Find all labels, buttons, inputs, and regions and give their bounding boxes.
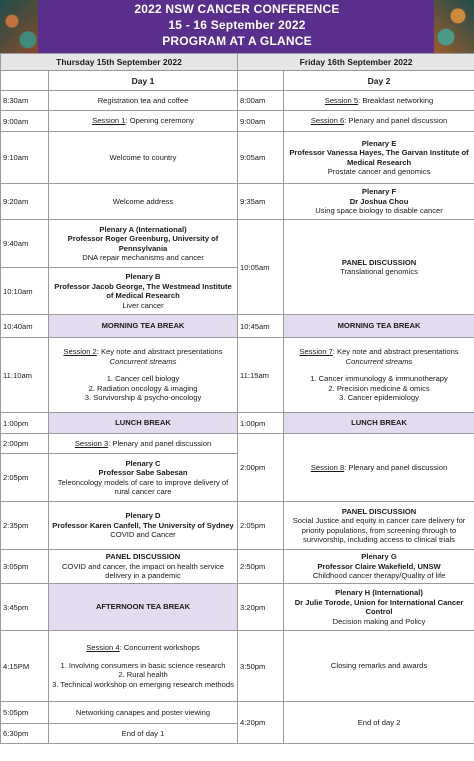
session-line: [51, 347, 235, 357]
spacer: [51, 366, 235, 374]
time-cell: 3:45pm: [1, 584, 49, 631]
time-cell: 10:40am: [1, 315, 49, 338]
time-cell: 2:00pm: [238, 434, 284, 502]
empty-cell: [1, 71, 49, 91]
event-cell: [284, 338, 474, 413]
event-cell: Welcome address: [49, 184, 238, 220]
date-header-row: [1, 54, 474, 71]
table-row: [1, 315, 474, 338]
spacer: [286, 366, 472, 374]
plenary-title: Plenary C: [125, 458, 161, 468]
panel-title: PANEL DISCUSSION: [341, 506, 417, 516]
event-cell: [49, 268, 238, 315]
plenary-topic: Childhood cancer therapy/Quality of life: [312, 571, 446, 581]
event-cell: Registration tea and coffee: [49, 91, 238, 111]
event-cell: [49, 502, 238, 550]
time-cell: 2:05pm: [238, 502, 284, 550]
table-row: [1, 702, 474, 724]
table-row: [1, 584, 474, 631]
plenary-title: Plenary H (International): [335, 588, 423, 597]
time-cell: 10:05am: [238, 220, 284, 315]
session-label: Session 4: [86, 643, 120, 652]
event-cell: [49, 454, 238, 502]
plenary-topic: Decision making and Policy: [332, 616, 426, 626]
plenary-speaker: Professor Karen Canfell, The University of Sydney: [52, 520, 234, 530]
session-text: : Plenary and panel discussion: [344, 462, 448, 472]
event-cell: [284, 550, 474, 584]
empty-cell: [238, 71, 284, 91]
plenary-title: Plenary F: [361, 187, 397, 197]
session-label: Session 8: [310, 462, 345, 472]
time-cell: 9:40am: [1, 220, 49, 268]
morning-tea-break: MORNING TEA BREAK: [49, 315, 238, 338]
plenary-topic: COVID and Cancer: [110, 530, 176, 540]
time-cell: 5:05pm: [1, 702, 49, 724]
plenary-title: Plenary B: [125, 272, 161, 281]
plenary-speaker: Professor Vanessa Hayes, The Garvan Institute of Medical Research: [289, 148, 469, 167]
session-text: : Concurrent workshops: [119, 643, 200, 652]
conference-title: 2022 NSW CANCER CONFERENCE: [134, 2, 340, 16]
table-row: [1, 338, 474, 413]
session-subtitle: Concurrent streams: [345, 356, 413, 366]
event-cell: [284, 111, 474, 132]
day1-label: Day 1: [49, 71, 238, 91]
time-cell: 1:00pm: [1, 413, 49, 434]
panel-topic: Social Justice and equity in cancer care delivery for priority populations, from screening through to survivorship, including access to clinical trials: [292, 516, 466, 544]
plenary-speaker: Professor Roger Greenburg, University of Pennsylvania: [67, 234, 219, 253]
session-subtitle: Concurrent streams: [109, 356, 177, 366]
workshop-item: 2. Rural health: [118, 670, 168, 679]
session-line: [51, 643, 235, 653]
time-cell: 2:50pm: [238, 550, 284, 584]
time-cell: 9:00am: [238, 111, 284, 132]
conference-header: [0, 0, 474, 53]
time-cell: 6:30pm: [1, 724, 49, 744]
plenary-speaker: Professor Sabe Sabesan: [98, 468, 188, 477]
event-cell: [284, 132, 474, 184]
panel-title: PANEL DISCUSSION: [341, 257, 417, 267]
table-row: [1, 220, 474, 268]
decorative-pattern-right: [434, 0, 474, 53]
time-cell: 3:20pm: [238, 584, 284, 631]
event-cell: [284, 502, 474, 550]
session-text: : Opening ceremony: [125, 116, 194, 126]
table-row: [1, 434, 474, 454]
plenary-title: Plenary A (International): [99, 224, 187, 234]
time-cell: 9:10am: [1, 132, 49, 184]
plenary-topic: Teleoncology models of care to improve delivery of rural cancer care: [57, 477, 229, 496]
morning-tea-break: MORNING TEA BREAK: [284, 315, 474, 338]
table-row: [1, 132, 474, 184]
day2-date: Friday 16th September 2022: [238, 54, 474, 71]
day2-label: Day 2: [284, 71, 474, 91]
event-cell: [284, 184, 474, 220]
event-cell: End of day 2: [284, 702, 474, 744]
event-cell: [284, 434, 474, 502]
plenary-title: Plenary D: [125, 511, 161, 521]
event-cell: [284, 91, 474, 111]
table-row: [1, 631, 474, 702]
table-row: [1, 413, 474, 434]
program-title: PROGRAM AT A GLANCE: [162, 34, 312, 48]
session-text: : Key note and abstract presentations: [332, 347, 459, 357]
session-line: [286, 347, 472, 357]
time-cell: 8:00am: [238, 91, 284, 111]
session-text: : Plenary and panel discussion: [344, 116, 448, 126]
session-label: Session 5: [324, 95, 359, 105]
stream-item: 1. Cancer immunology & immunotherapy: [310, 374, 448, 384]
plenary-topic: Using space biology to disable cancer: [315, 206, 443, 216]
table-row: [1, 184, 474, 220]
time-cell: 2:35pm: [1, 502, 49, 550]
event-cell: [49, 111, 238, 132]
event-cell: [284, 584, 474, 631]
program-table: [0, 53, 474, 744]
lunch-break: LUNCH BREAK: [284, 413, 474, 434]
session-label: Session 3: [74, 438, 109, 448]
panel-topic: Translational genomics: [340, 267, 418, 276]
session-label: Session 6: [310, 116, 345, 126]
afternoon-tea-break: AFTERNOON TEA BREAK: [49, 584, 238, 631]
time-cell: 11:10am: [1, 338, 49, 413]
plenary-topic: DNA repair mechanisms and cancer: [82, 253, 204, 262]
time-cell: 9:00am: [1, 111, 49, 132]
plenary-speaker: Professor Claire Wakefield, UNSW: [317, 561, 441, 571]
time-cell: 4:15PM: [1, 631, 49, 702]
event-cell: [49, 550, 238, 584]
workshop-item: 1. Involving consumers in basic science research: [60, 660, 226, 670]
stream-item: 2. Radiation oncology & imaging: [88, 383, 198, 393]
day1-date: Thursday 15th September 2022: [1, 54, 238, 71]
event-cell: [49, 434, 238, 454]
time-cell: 3:50pm: [238, 631, 284, 702]
session-text: : Plenary and panel discussion: [108, 438, 212, 448]
time-cell: 3:05pm: [1, 550, 49, 584]
table-row: [1, 550, 474, 584]
decorative-pattern-left: [0, 0, 40, 53]
time-cell: 4:20pm: [238, 702, 284, 744]
event-cell: [49, 220, 238, 268]
time-cell: 10:10am: [1, 268, 49, 315]
panel-topic: COVID and cancer, the impact on health service delivery in a pandemic: [61, 561, 225, 581]
time-cell: 8:30am: [1, 91, 49, 111]
session-label: Session 1: [92, 116, 126, 126]
stream-item: 3. Survivorship & psycho-oncology: [84, 393, 202, 403]
stream-item: 2. Precision medicine & omics: [328, 383, 430, 393]
session-text: : Breakfast networking: [358, 95, 434, 105]
table-row: [1, 91, 474, 111]
title-band: [38, 0, 436, 53]
session-label: Session 7: [299, 347, 333, 357]
time-cell: 1:00pm: [238, 413, 284, 434]
event-cell: End of day 1: [49, 724, 238, 744]
time-cell: 2:00pm: [1, 434, 49, 454]
stream-item: 3. Cancer epidemiology: [339, 393, 419, 403]
plenary-topic: Liver cancer: [122, 300, 164, 310]
spacer: [51, 653, 235, 661]
workshop-item: 3. Technical workshop on emerging research methods: [52, 679, 234, 689]
plenary-speaker: Dr Joshua Chou: [349, 196, 409, 206]
day-label-row: [1, 71, 474, 91]
event-cell: Welcome to country: [49, 132, 238, 184]
session-text: : Key note and abstract presentations: [96, 347, 223, 357]
event-cell: Closing remarks and awards: [284, 631, 474, 702]
time-cell: 10:45am: [238, 315, 284, 338]
time-cell: 9:20am: [1, 184, 49, 220]
conference-dates: 15 - 16 September 2022: [168, 18, 306, 32]
event-cell: [49, 338, 238, 413]
event-cell: Networking canapes and poster viewing: [49, 702, 238, 724]
session-label: Session 2: [63, 347, 97, 357]
event-cell: [49, 631, 238, 702]
time-cell: 9:05am: [238, 132, 284, 184]
stream-item: 1. Cancer cell biology: [106, 374, 180, 384]
event-cell: [284, 220, 474, 315]
plenary-speaker: Dr Julie Torode, Union for International Cancer Control: [294, 597, 464, 616]
time-cell: 11:15am: [238, 338, 284, 413]
table-row: [1, 502, 474, 550]
panel-title: PANEL DISCUSSION: [105, 552, 181, 562]
lunch-break: LUNCH BREAK: [49, 413, 238, 434]
plenary-speaker: Professor Jacob George, The Westmead Institute of Medical Research: [54, 281, 232, 300]
time-cell: 2:05pm: [1, 454, 49, 502]
plenary-title: Plenary E: [361, 138, 397, 148]
plenary-title: Plenary G: [361, 552, 397, 562]
table-row: [1, 111, 474, 132]
time-cell: 9:35am: [238, 184, 284, 220]
plenary-topic: Prostate cancer and genomics: [327, 167, 431, 176]
